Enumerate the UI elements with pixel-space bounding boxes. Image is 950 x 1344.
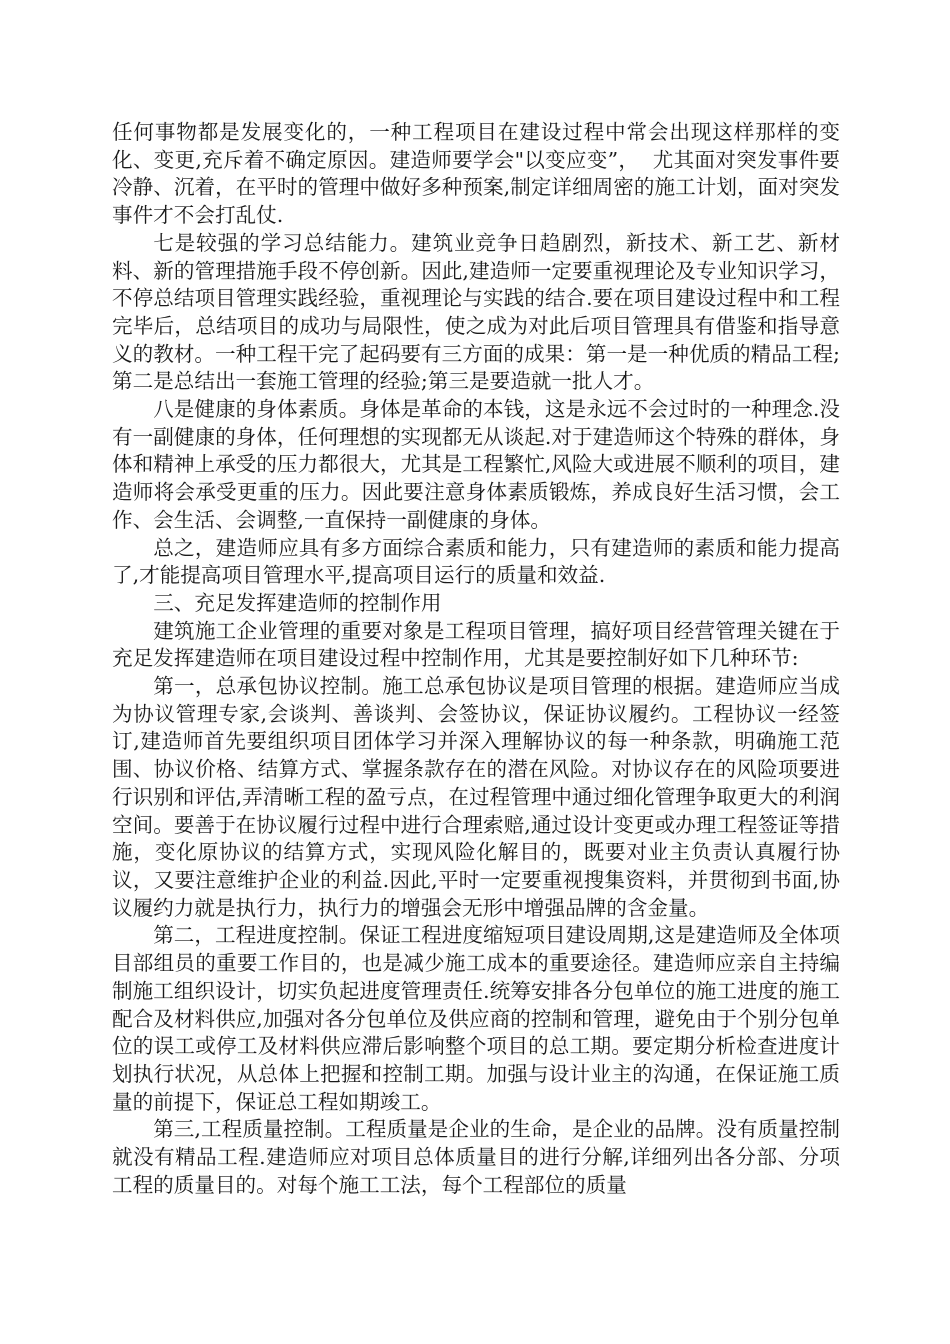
paragraph-4: 总之，建造师应具有多方面综合素质和能力，只有建造师的素质和能力提高了,才能提高项目管理水平,提高项目运行的质量和效益. [112,535,840,588]
document-body [112,119,840,1199]
paragraph-7: 第二，工程进度控制。保证工程进度缩短项目建设周期,这是建造师及全体项目部组员的重要工作目的，也是减少施工成本的重要途径。建造师应亲自主持编制施工组织设计，切实负起进度管理责任.统筹安排各分包单位的施工进度的施工配合及材料供应,加强对各分包单位及供应商的控制和管理，避免由于个别分包单位的误工或停工及材料供应滞后影响整个项目的总工期。要定期分析检查进度计划执行状况，从总体上把握和控制工期。加强与设计业主的沟通，在保证施工质量的前提下，保证总工程如期竣工。 [112,923,840,1114]
section-heading: 三、充足发挥建造师的控制作用 [153,590,442,615]
paragraph-6: 第一，总承包协议控制。施工总承包协议是项目管理的根据。建造师应当成为协议管理专家,会谈判、善谈判、会签协议，保证协议履约。工程协议一经签订,建造师首先要组织项目团体学习并深入理解协议的每一种条款，明确施工范围、协议价格、结算方式、掌握条款存在的潜在风险。对协议存在的风险项要进行识别和评估,弄清晰工程的盈亏点，在过程管理中通过细化管理争取更大的利润空间。要善于在协议履行过程中进行合理索赔,通过设计变更或办理工程签证等措施，变化原协议的结算方式，实现风险化解目的，既要对业主负责认真履行协议，又要注意维护企业的利益.因此,平时一定要重视搜集资料，并贯彻到书面,协议履约力就是执行力，执行力的增强会无形中增强品牌的含金量。 [112,674,840,920]
paragraph-5: 建筑施工企业管理的重要对象是工程项目管理，搞好项目经营管理关键在于充足发挥建造师在项目建设过程中控制作用，尤其是要控制好如下几种环节: [112,618,840,671]
paragraph-8: 第三,工程质量控制。工程质量是企业的生命，是企业的品牌。没有质量控制就没有精品工程.建造师应对项目总体质量目的进行分解,详细列出各分部、分项工程的质量目的。对每个施工工法，每个工程部位的质量 [112,1117,840,1197]
paragraph-2: 七是较强的学习总结能力。建筑业竞争日趋剧烈，新技术、新工艺、新材料、新的管理措施手段不停创新。因此,建造师一定要重视理论及专业知识学习，不停总结项目管理实践经验，重视理论与实践的结合.要在项目建设过程中和工程完毕后，总结项目的成功与局限性，使之成为对此后项目管理具有借鉴和指导意义的教材。一种工程干完了起码要有三方面的成果：第一是一种优质的精品工程;第二是总结出一套施工管理的经验;第三是要造就一批人才。 [112,230,840,394]
paragraph-1: 任何事物都是发展变化的，一种工程项目在建设过程中常会出现这样那样的变化、变更,充斥着不确定原因。建造师要学会"以变应变”， 尤其面对突发事件要冷静、沉着，在平时的管理中做好多种预案,制定详细周密的施工计划，面对突发事件才不会打乱仗. [112,120,840,228]
paragraph-3: 八是健康的身体素质。身体是革命的本钱，这是永远不会过时的一种理念.没有一副健康的身体，任何理想的实现都无从谈起.对于建造师这个特殊的群体，身体和精神上承受的压力都很大，尤其是工程繁忙,风险大或进展不顺利的项目，建造师将会承受更重的压力。因此要注意身体素质锻炼，养成良好生活习惯，会工作、会生活、会调整,一直保持一副健康的身体。 [112,397,840,532]
